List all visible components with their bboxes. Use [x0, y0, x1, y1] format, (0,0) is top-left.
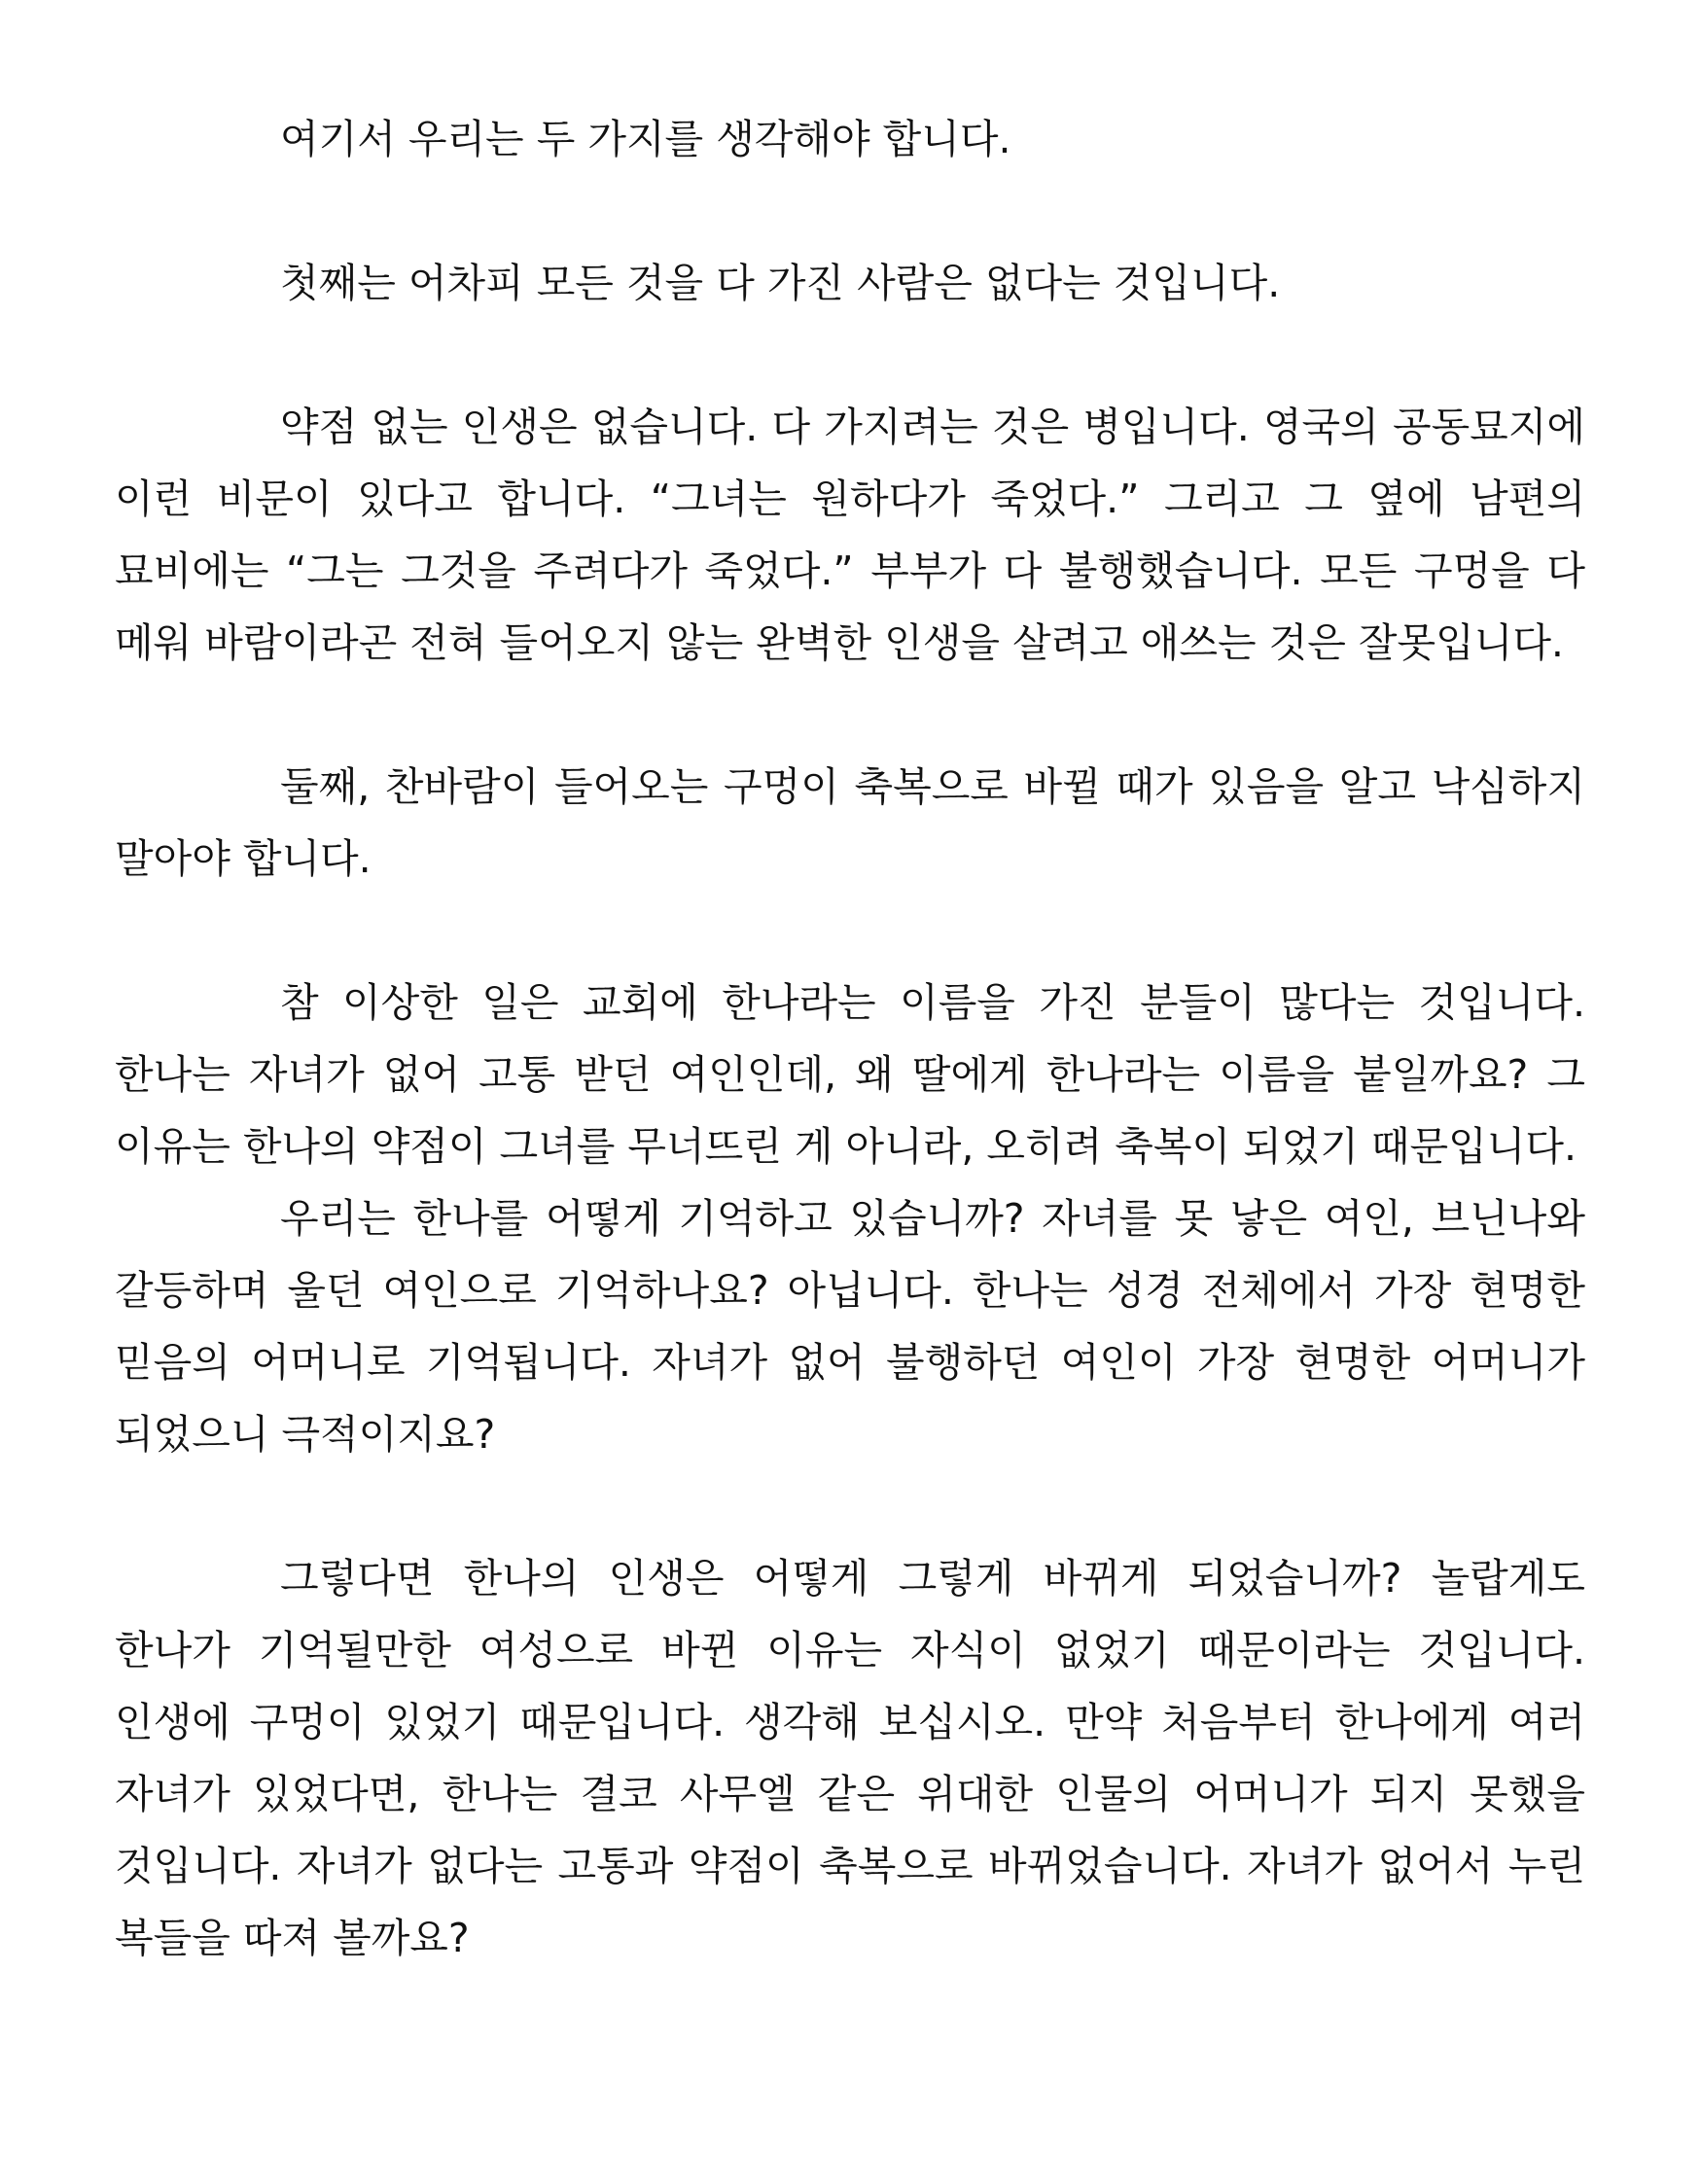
paragraph-spacer — [115, 175, 1585, 247]
paragraph-first-point: 첫째는 어차피 모든 것을 다 가진 사람은 없다는 것입니다. — [280, 260, 1281, 306]
paragraph-spacer — [115, 895, 1585, 967]
paragraph-intro: 여기서 우리는 두 가지를 생각해야 합니다. — [280, 116, 1011, 162]
paragraph-spacer — [115, 679, 1585, 751]
paragraph-spacer — [115, 319, 1585, 391]
paragraph-epitaph: 약점 없는 인생은 없습니다. 다 가지려는 것은 병입니다. 영국의 공동묘지에 이런 비문이 있다고 합니다. “그녀는 원하다가 죽었다.” 그리고 그 옆에 남편의 묘비에는 “그는 그것을 주려다가 죽었다.” 부부가 다 불행했습니다. 모든 구멍을 다 메워 바람이라곤 전혀 들어오지 않는 완벽한 인생을 살려고 애쓰는 것은 잘못입니다. — [115, 404, 1585, 666]
paragraph-hannah-memory: 우리는 한나를 어떻게 기억하고 있습니까? 자녀를 못 낳은 여인, 브닌나와 갈등하며 울던 여인으로 기억하나요? 아닙니다. 한나는 성경 전체에서 가장 현명한 믿음의 어머니로 기억됩니다. 자녀가 없어 불행하던 여인이 가장 현명한 어머니가 되었으니 극적이지요? — [115, 1195, 1585, 1458]
paragraph-hannah-change: 그렇다면 한나의 인생은 어떻게 그렇게 바뀌게 되었습니까? 놀랍게도 한나가 기억될만한 여성으로 바뀐 이유는 자식이 없었기 때문이라는 것입니다. 인생에 구멍이 있었기 때문입니다. 생각해 보십시오. 만약 처음부터 한나에게 여러 자녀가 있었다면, 한나는 결코 사무엘 같은 위대한 인물의 어머니가 되지 못했을 것입니다. 자녀가 없다는 고통과 약점이 축복으로 바뀌었습니다. 자녀가 없어서 누린 복들을 따져 볼까요? — [115, 1555, 1585, 1961]
document-body — [115, 103, 1585, 1974]
paragraph-spacer — [115, 1470, 1585, 1542]
paragraph-hannah-name: 참 이상한 일은 교회에 한나라는 이름을 가진 분들이 많다는 것입니다. 한나는 자녀가 없어 고통 받던 여인인데, 왜 딸에게 한나라는 이름을 붙일까요? 그 이유는 한나의 약점이 그녀를 무너뜨린 게 아니라, 오히려 축복이 되었기 때문입니다. — [115, 979, 1585, 1170]
paragraph-second-point: 둘째, 찬바람이 들어오는 구멍이 축복으로 바뀔 때가 있음을 알고 낙심하지 말아야 합니다. — [115, 763, 1585, 882]
